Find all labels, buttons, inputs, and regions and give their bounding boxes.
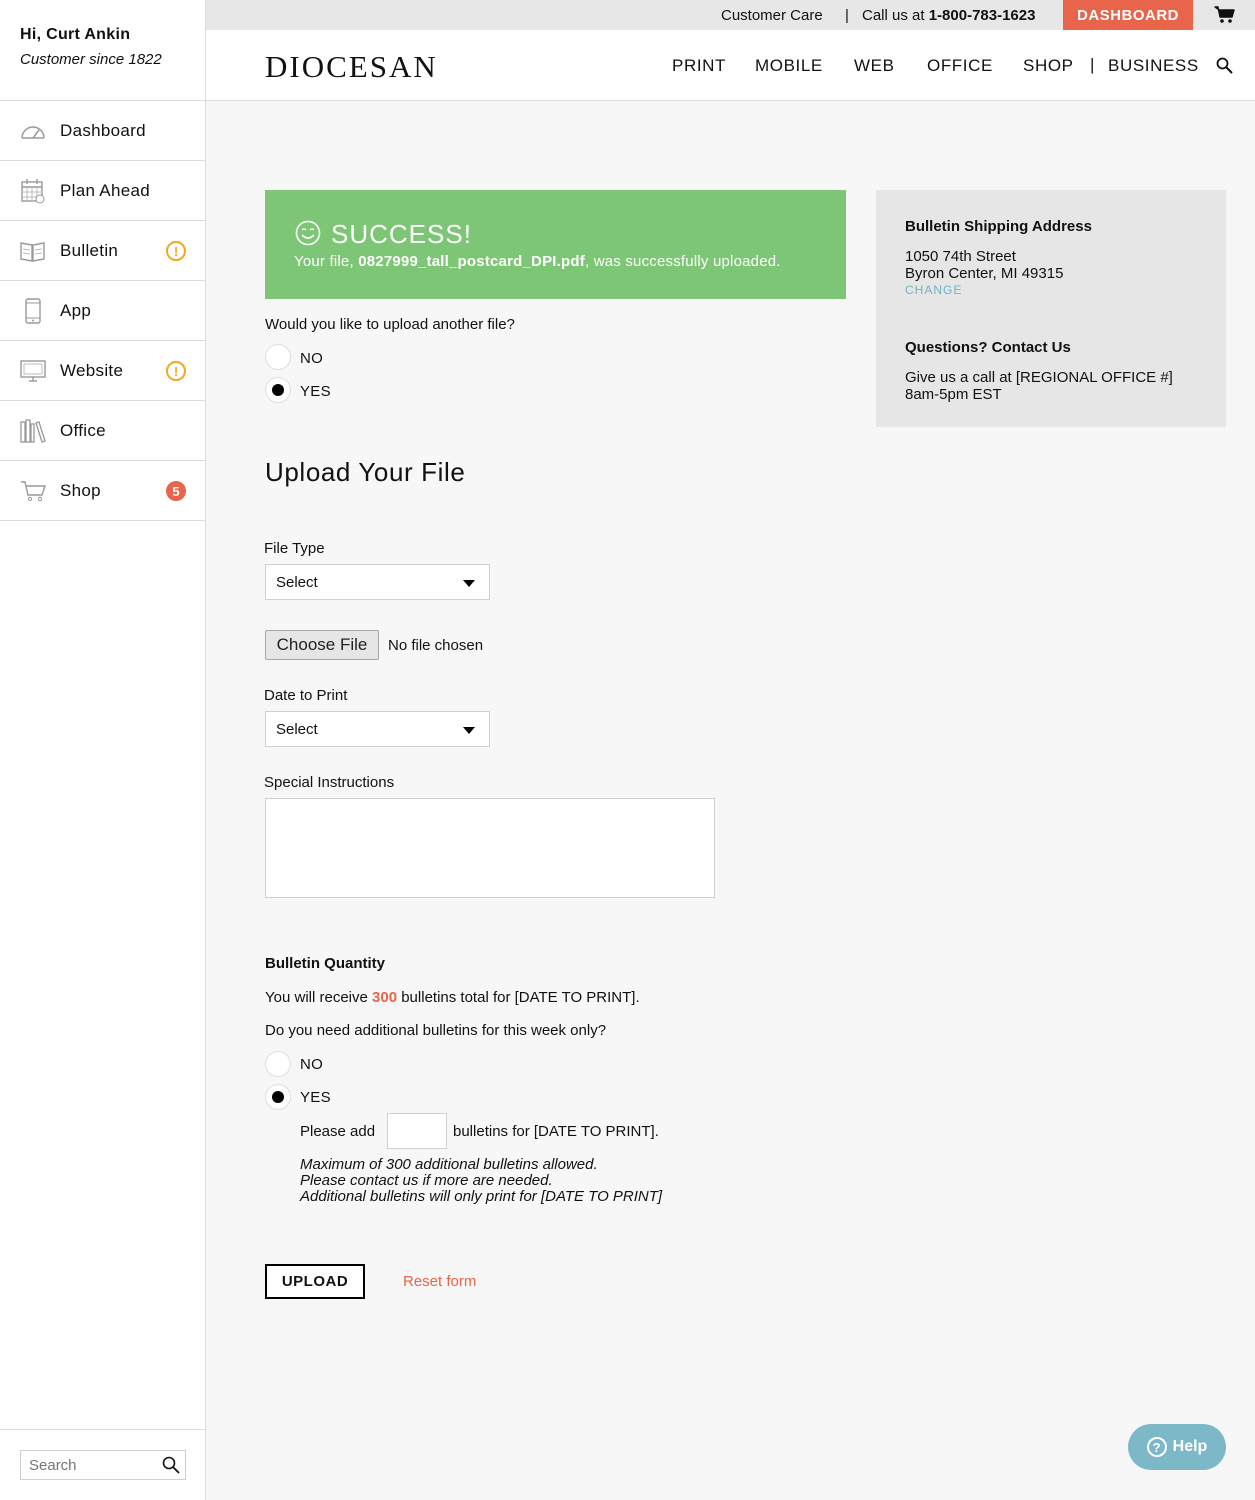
sidebar-item-office[interactable] [0,401,205,461]
choose-file-button[interactable]: Choose File [265,630,379,660]
contact-title: Questions? Contact Us [905,339,1071,356]
note-line-2: Please contact us if more are needed. [300,1172,553,1189]
nav-office[interactable]: OFFICE [927,56,993,75]
radio-label-yes: YES [300,383,331,400]
alert-icon: ! [166,361,186,381]
sidebar-item-dashboard[interactable] [0,101,205,161]
nav-web[interactable]: WEB [854,56,895,75]
logo[interactable]: DIOCESAN [265,49,438,84]
date-to-print-select[interactable] [265,711,490,747]
cart-count-badge: 5 [166,481,186,501]
smiley-icon [295,220,321,251]
message-suffix: , was successfully uploaded. [584,253,781,270]
cart-icon [20,478,46,504]
receive-suffix: bulletins total for [DATE TO PRINT]. [401,989,640,1006]
help-icon: ? [1147,1437,1167,1457]
nav-mobile[interactable]: MOBILE [755,56,823,75]
sidebar-item-label: Bulletin [60,240,119,260]
receive-prefix: You will receive [265,989,368,1006]
sidebar-item-label: Plan Ahead [60,180,150,200]
shipping-address [905,248,1226,299]
upload-another-yes-radio[interactable] [265,377,291,403]
call-prefix: Call us at [862,7,925,24]
sidebar-item-bulletin[interactable] [0,221,205,281]
help-label: Help [1172,1438,1208,1455]
file-type-select[interactable] [265,564,490,600]
quantity-note [300,1157,662,1205]
receive-text [265,989,640,1006]
user-block [0,0,205,101]
mobile-phone-icon [20,298,46,324]
chevron-down-icon [463,580,475,587]
sidebar-item-label: Dashboard [60,120,146,140]
address-line-2: Byron Center, MI 49315 [905,265,1064,282]
sidebar-item-label: Website [60,360,124,380]
radio-label-no: NO [300,350,324,367]
upload-another-question: Would you like to upload another file? [265,316,515,333]
date-value: Select [276,721,318,738]
book-icon [20,238,46,264]
sidebar-search-area [0,1429,205,1500]
main-header [206,30,1255,101]
sidebar-item-label: Shop [60,480,101,500]
divider: | [845,7,849,24]
additional-bulletins-input[interactable] [387,1113,447,1149]
note-line-3: Additional bulletins will only print for [DATE TO PRINT] [300,1188,663,1205]
call-us [862,7,1035,24]
sidebar [0,0,206,1500]
radio-label-no: NO [300,1056,324,1073]
alert-icon: ! [166,241,186,261]
shipping-title: Bulletin Shipping Address [905,218,1092,235]
sidebar-search [20,1450,186,1480]
info-panel [876,190,1226,427]
uploaded-filename: 0827999_tall_postcard_DPI.pdf [358,253,585,270]
user-greeting: Hi, Curt Ankin [20,26,131,43]
file-type-label: File Type [264,540,325,557]
sidebar-item-label: Office [60,420,106,440]
address-line-1: 1050 74th Street [905,248,1016,265]
contact-line-1: Give us a call at [REGIONAL OFFICE #] [905,369,1173,386]
sidebar-item-label: App [60,300,92,320]
sidebar-item-app[interactable] [0,281,205,341]
no-file-text: No file chosen [388,637,484,654]
additional-yes-radio[interactable] [265,1084,291,1110]
special-instructions-label: Special Instructions [264,774,395,791]
change-address-link[interactable]: CHANGE [905,283,963,297]
success-message [294,253,781,270]
upload-button[interactable]: UPLOAD [265,1264,365,1299]
note-line-1: Maximum of 300 additional bulletins allowed. [300,1156,598,1173]
additional-no-radio[interactable] [265,1051,291,1077]
radio-label-yes: YES [300,1089,331,1106]
help-button[interactable] [1128,1424,1226,1470]
nav-shop[interactable]: SHOP [1023,56,1074,75]
date-to-print-label: Date to Print [264,687,348,704]
reset-form-link[interactable]: Reset form [403,1273,477,1290]
sidebar-item-shop[interactable] [0,461,205,521]
nav-business[interactable]: BUSINESS [1108,56,1199,75]
success-title: SUCCESS! [331,219,472,249]
books-icon [20,418,46,444]
sidebar-search-input[interactable] [21,1451,151,1479]
nav-divider: | [1090,55,1095,74]
additional-question: Do you need additional bulletins for this week only? [265,1022,607,1039]
message-prefix: Your file, [294,253,354,270]
bulletin-count: 300 [372,989,398,1006]
success-banner [265,190,846,299]
customer-care-link[interactable]: Customer Care [721,7,823,24]
monitor-icon [20,358,46,384]
dashboard-gauge-icon [20,118,46,144]
calendar-icon [20,178,46,204]
dashboard-button[interactable]: DASHBOARD [1063,0,1193,30]
upload-another-no-radio[interactable] [265,344,291,370]
bulletins-for-text: bulletins for [DATE TO PRINT]. [453,1123,659,1140]
bulletin-quantity-title: Bulletin Quantity [265,955,385,972]
sidebar-item-website[interactable] [0,341,205,401]
phone-number[interactable]: 1-800-783-1623 [928,7,1036,24]
special-instructions-textarea[interactable] [265,798,715,898]
sidebar-item-plan-ahead[interactable] [0,161,205,221]
please-add-text: Please add [300,1123,376,1140]
cart-icon[interactable] [1214,6,1236,29]
customer-since: Customer since 1822 [20,51,162,68]
chevron-down-icon [463,727,475,734]
contact-line-2: 8am-5pm EST [905,386,1002,403]
upload-heading: Upload Your File [265,457,466,487]
contact-text [905,369,1226,403]
search-icon[interactable] [162,1456,180,1479]
utility-bar [206,0,1255,30]
search-icon[interactable] [1216,57,1233,79]
file-type-value: Select [276,574,318,591]
nav-print[interactable]: PRINT [672,56,726,75]
